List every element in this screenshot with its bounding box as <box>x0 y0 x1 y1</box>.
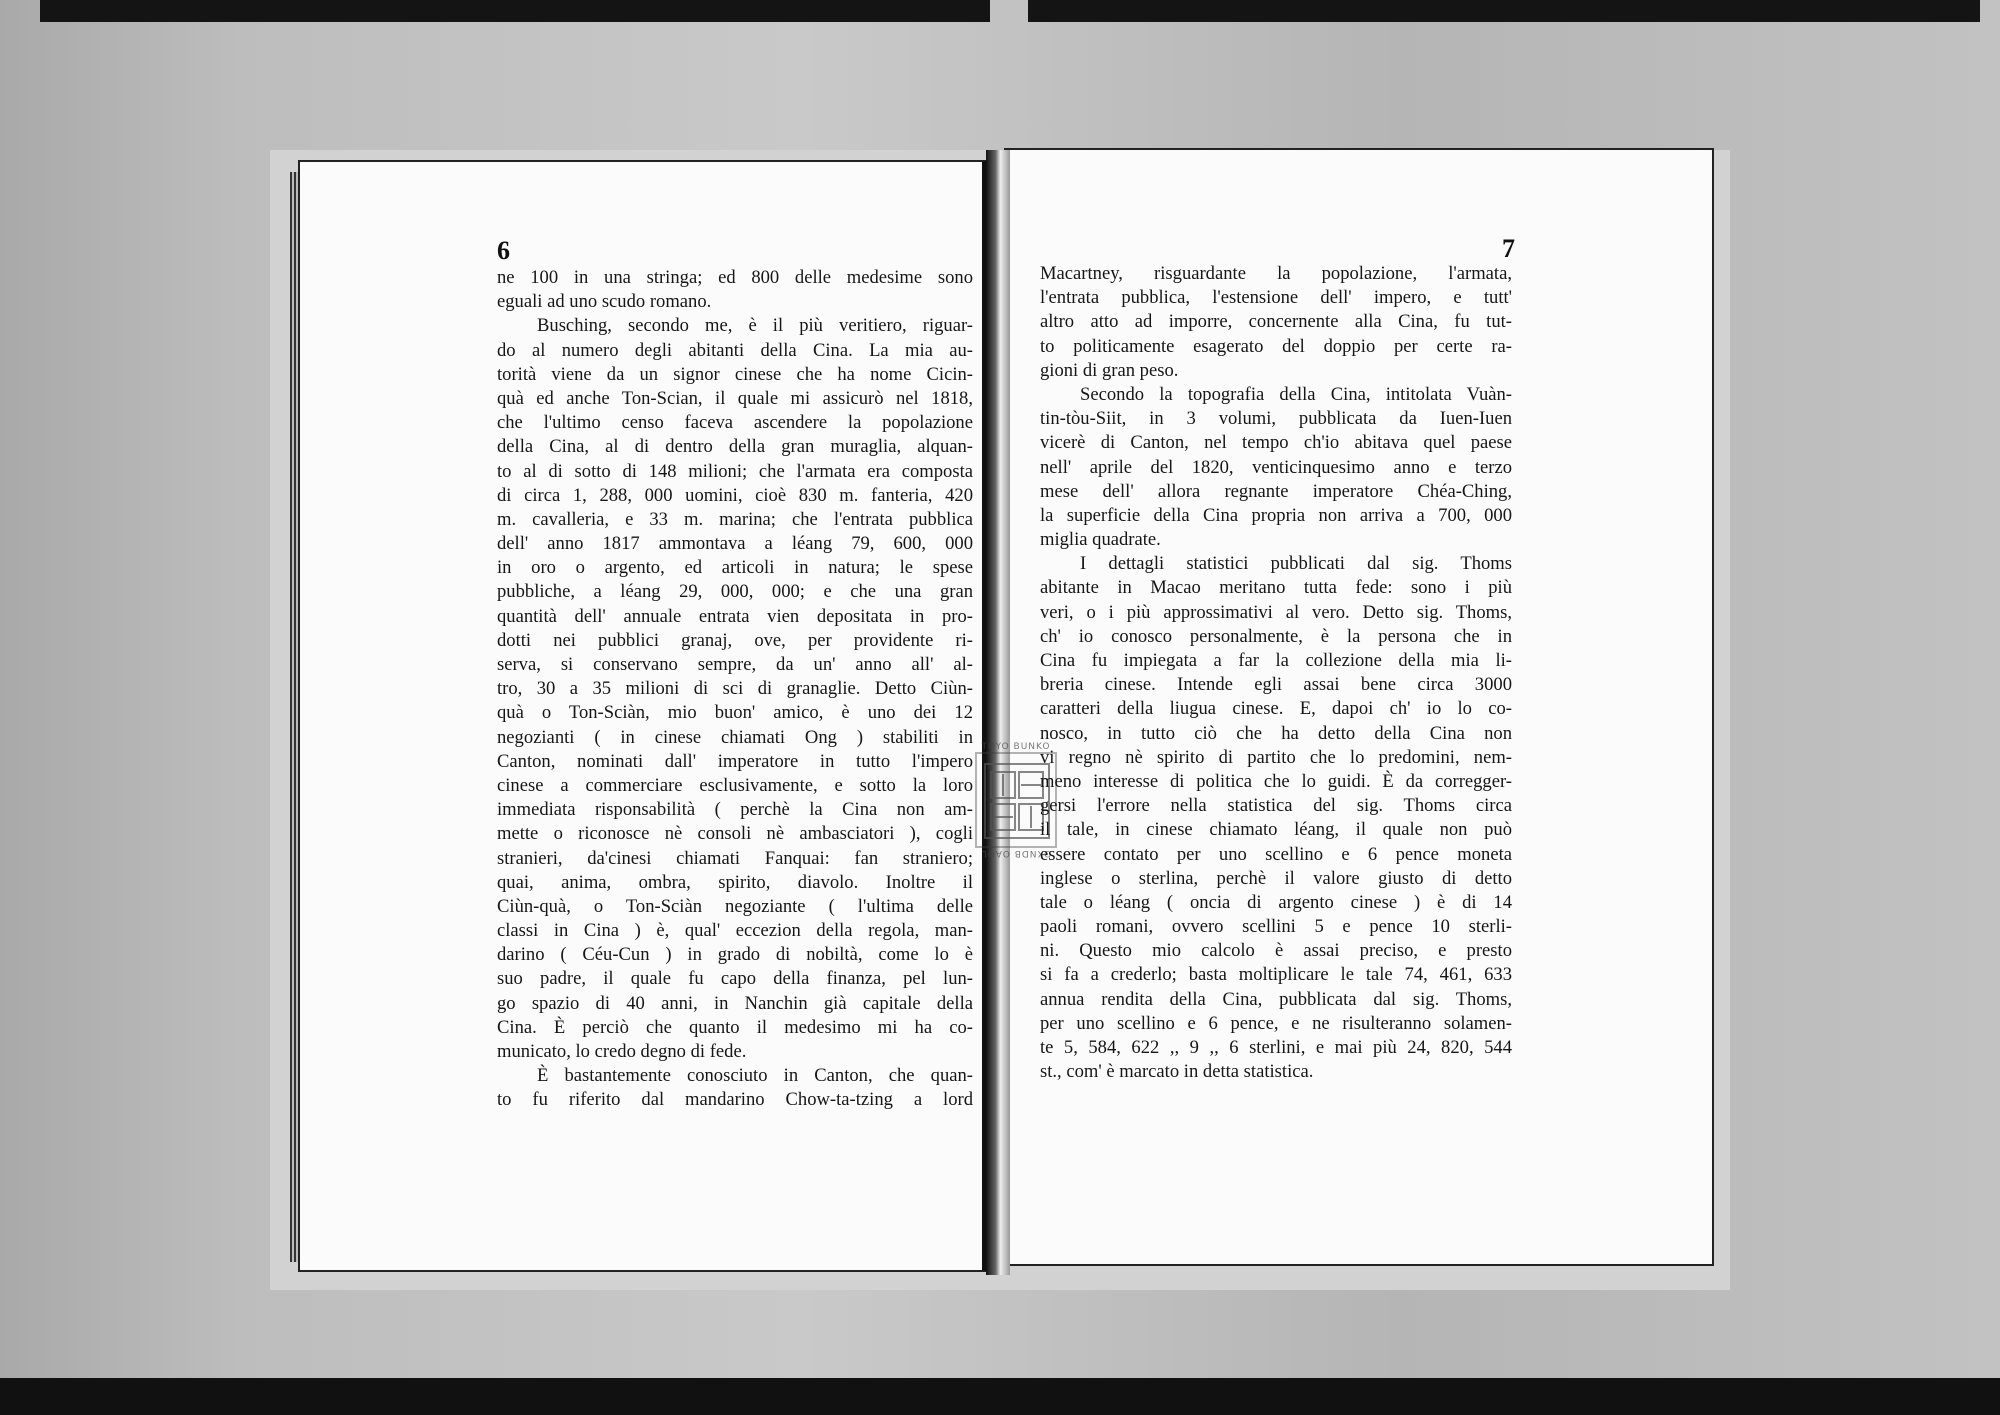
text-line: gioni di gran peso. <box>1040 359 1179 381</box>
text-line: tale o léang ( oncia di argento cinese ) è di 14 <box>1040 891 1512 913</box>
book-gutter <box>986 150 1010 1275</box>
text-line: ni. Questo mio calcolo è assai preciso, e presto <box>1040 940 1512 962</box>
text-line: quà ed anche Ton-Scian, il quale mi assicurò nel 1818, <box>497 387 973 409</box>
text-line: vicerè di Canton, nel tempo ch'io abitava quel paese <box>1040 432 1512 454</box>
text-line: quai, anima, ombra, spirito, diavolo. Inoltre il <box>497 871 973 893</box>
text-line: dell' anno 1817 ammontava a léang 79, 600, 000 <box>497 533 973 555</box>
text-line: miglia quadrate. <box>1040 529 1161 551</box>
text-line: vi regno nè spirito di partito che lo predomini, nem- <box>1040 746 1512 768</box>
text-line: municato, lo credo degno di fede. <box>497 1041 747 1062</box>
text-line: Cina. È perciò che quanto il medesimo mi ha co- <box>497 1016 973 1038</box>
text-line: Canton, nominati dall' imperatore in tutto l'impero <box>497 750 973 772</box>
text-line: Macartney, risguardante la popolazione, l'armata, <box>1040 263 1512 284</box>
text-line: serva, si conservano sempre, da un' anno all' al- <box>497 654 973 675</box>
text-line: stranieri, da'cinesi chiamati Fanquai: fan straniero; <box>497 847 973 869</box>
text-line: È bastantemente conosciuto in Canton, che quan- <box>537 1065 973 1087</box>
text-line: nosco, in tutto ciò che ha detto della Cina non <box>1040 722 1512 744</box>
text-line: darino ( Céu-Cun ) in grado di nobiltà, come lo è <box>497 944 973 966</box>
watermark-caption-top: TOYO BUNKO <box>981 742 1051 752</box>
text-line: essere contato per uno scellino e 6 pence moneta <box>1040 843 1512 865</box>
text-line: altro atto ad imporre, concernente alla Cina, fu tut- <box>1040 311 1512 333</box>
scan-border-top-left <box>40 0 990 22</box>
text-line: paoli romani, ovvero scellini 5 e pence 10 sterli- <box>1040 916 1512 938</box>
text-line: negozianti ( in cinese chiamati Ong ) stabiliti in <box>497 726 973 748</box>
text-line: della Cina, al di dentro della gran muraglia, alquan- <box>497 436 973 458</box>
text-line: eguali ad uno scudo romano. <box>497 291 712 313</box>
page-number-right: 7 <box>1502 234 1515 263</box>
text-line: l'entrata pubblica, l'estensione dell' impero, e tutt' <box>1040 287 1512 309</box>
scan-border-bottom <box>0 1378 2000 1415</box>
text-line: annua rendita della Cina, pubblicata dal sig. Thoms, <box>1040 988 1512 1010</box>
text-line: tin-tòu-Siit, in 3 volumi, pubblicata da Iuen-Iuen <box>1040 408 1512 430</box>
text-line: caratteri della liugua cinese. E, dapoi ch' io lo co- <box>1040 698 1512 720</box>
text-line: mette o riconosce nè consoli nè ambasciatori ), cogli <box>497 823 973 845</box>
text-line: Busching, secondo me, è il più veritiero, riguar- <box>537 315 973 337</box>
text-line: classi in Cina ) è, qual' eccezion della regola, man- <box>497 920 973 942</box>
text-line: nell' aprile del 1820, venticinquesimo anno e terzo <box>1040 456 1512 478</box>
left-page-text <box>497 266 973 1113</box>
text-line: st., com' è marcato in detta statistica. <box>1040 1061 1314 1083</box>
text-line: ne 100 in una stringa; ed 800 delle medesime sono <box>497 267 973 288</box>
text-line: gersi l'errore nella statistica del sig. Thoms circa <box>1040 795 1512 817</box>
text-line: veri, o i più approssimativi al vero. Detto sig. Thoms, <box>1040 601 1512 623</box>
watermark-caption-bottom: OXNDB OAOL <box>980 848 1052 858</box>
text-line: tro, 30 a 35 milioni di sci di granaglie. Detto Ciùn- <box>497 678 973 700</box>
right-page-text <box>1040 262 1512 1084</box>
text-line: m. cavalleria, e 33 m. marina; che l'entrata pubblica <box>497 508 973 530</box>
text-line: Secondo la topografia della Cina, intitolata Vuàn- <box>1080 383 1512 405</box>
text-line: breria cinese. Intende egli assai bene circa 3000 <box>1040 674 1512 696</box>
text-line: immediata risponsabilità ( perchè la Cina non am- <box>497 799 973 821</box>
text-line: per uno scellino e 6 pence, e ne risulteranno solamen- <box>1040 1012 1512 1034</box>
text-line: quà o Ton-Sciàn, mio buon' amico, è uno dei 12 <box>497 702 973 724</box>
text-line: te 5, 584, 622 ,, 9 ,, 6 sterlini, e mai più 24, 820, 544 <box>1040 1037 1512 1058</box>
text-line: mese dell' allora regnante imperatore Chéa-Ching, <box>1040 480 1512 502</box>
text-line: Cina fu impiegata a far la collezione della mia li- <box>1040 650 1512 671</box>
text-line: Ciùn-quà, o Ton-Sciàn negoziante ( l'ultima delle <box>497 895 973 917</box>
text-line: si fa a crederlo; basta moltiplicare le tale 74, 461, 633 <box>1040 964 1512 986</box>
text-line: pubbliche, a léang 29, 000, 000; e che una gran <box>497 581 973 603</box>
text-line: ch' io conosco personalmente, è la persona che in <box>1040 625 1512 647</box>
text-line: go spazio di 40 anni, in Nanchin già capitale della <box>497 992 973 1014</box>
text-line: meno interesse di politica che lo guidi. È da corregger- <box>1040 770 1512 792</box>
text-line: cinese a commerciare esclusivamente, e sotto la loro <box>497 774 973 796</box>
text-line: do al numero degli abitanti della Cina. La mia au- <box>497 339 973 361</box>
text-line: di circa 1, 288, 000 uomini, cioè 830 m. fanteria, 420 <box>497 484 973 506</box>
text-line: torità viene da un signor cinese che ha nome Cicin- <box>497 363 973 385</box>
text-line: dotti nei pubblici granaj, ove, per providente ri- <box>497 629 973 651</box>
page-number-left: 6 <box>497 236 510 265</box>
text-line: to fu riferito dal mandarino Chow-ta-tzing a lord <box>497 1089 973 1111</box>
text-line: to politicamente esagerato del doppio per certe ra- <box>1040 335 1512 357</box>
text-line: suo padre, il quale fu capo della finanza, pel lun- <box>497 968 973 990</box>
text-line: inglese o sterlina, perchè il valore giusto di detto <box>1040 867 1512 889</box>
text-line: il tale, in cinese chiamato léang, il quale non può <box>1040 819 1512 841</box>
text-line: to al di sotto di 148 milioni; che l'armata era composta <box>497 460 973 482</box>
text-line: abitante in Macao meritano tutta fede: sono i più <box>1040 577 1512 599</box>
text-line: in oro o argento, ed articoli in natura; le spese <box>497 557 973 579</box>
text-line: quantità dell' annuale entrata vien depositata in pro- <box>497 605 973 627</box>
text-line: I dettagli statistici pubblicati dal sig. Thoms <box>1080 553 1512 575</box>
text-line: che l'ultimo censo faceva ascendere la popolazione <box>497 412 973 434</box>
text-line: la superficie della Cina propria non arriva a 700, 000 <box>1040 504 1512 526</box>
scan-border-top-right <box>1028 0 1980 22</box>
